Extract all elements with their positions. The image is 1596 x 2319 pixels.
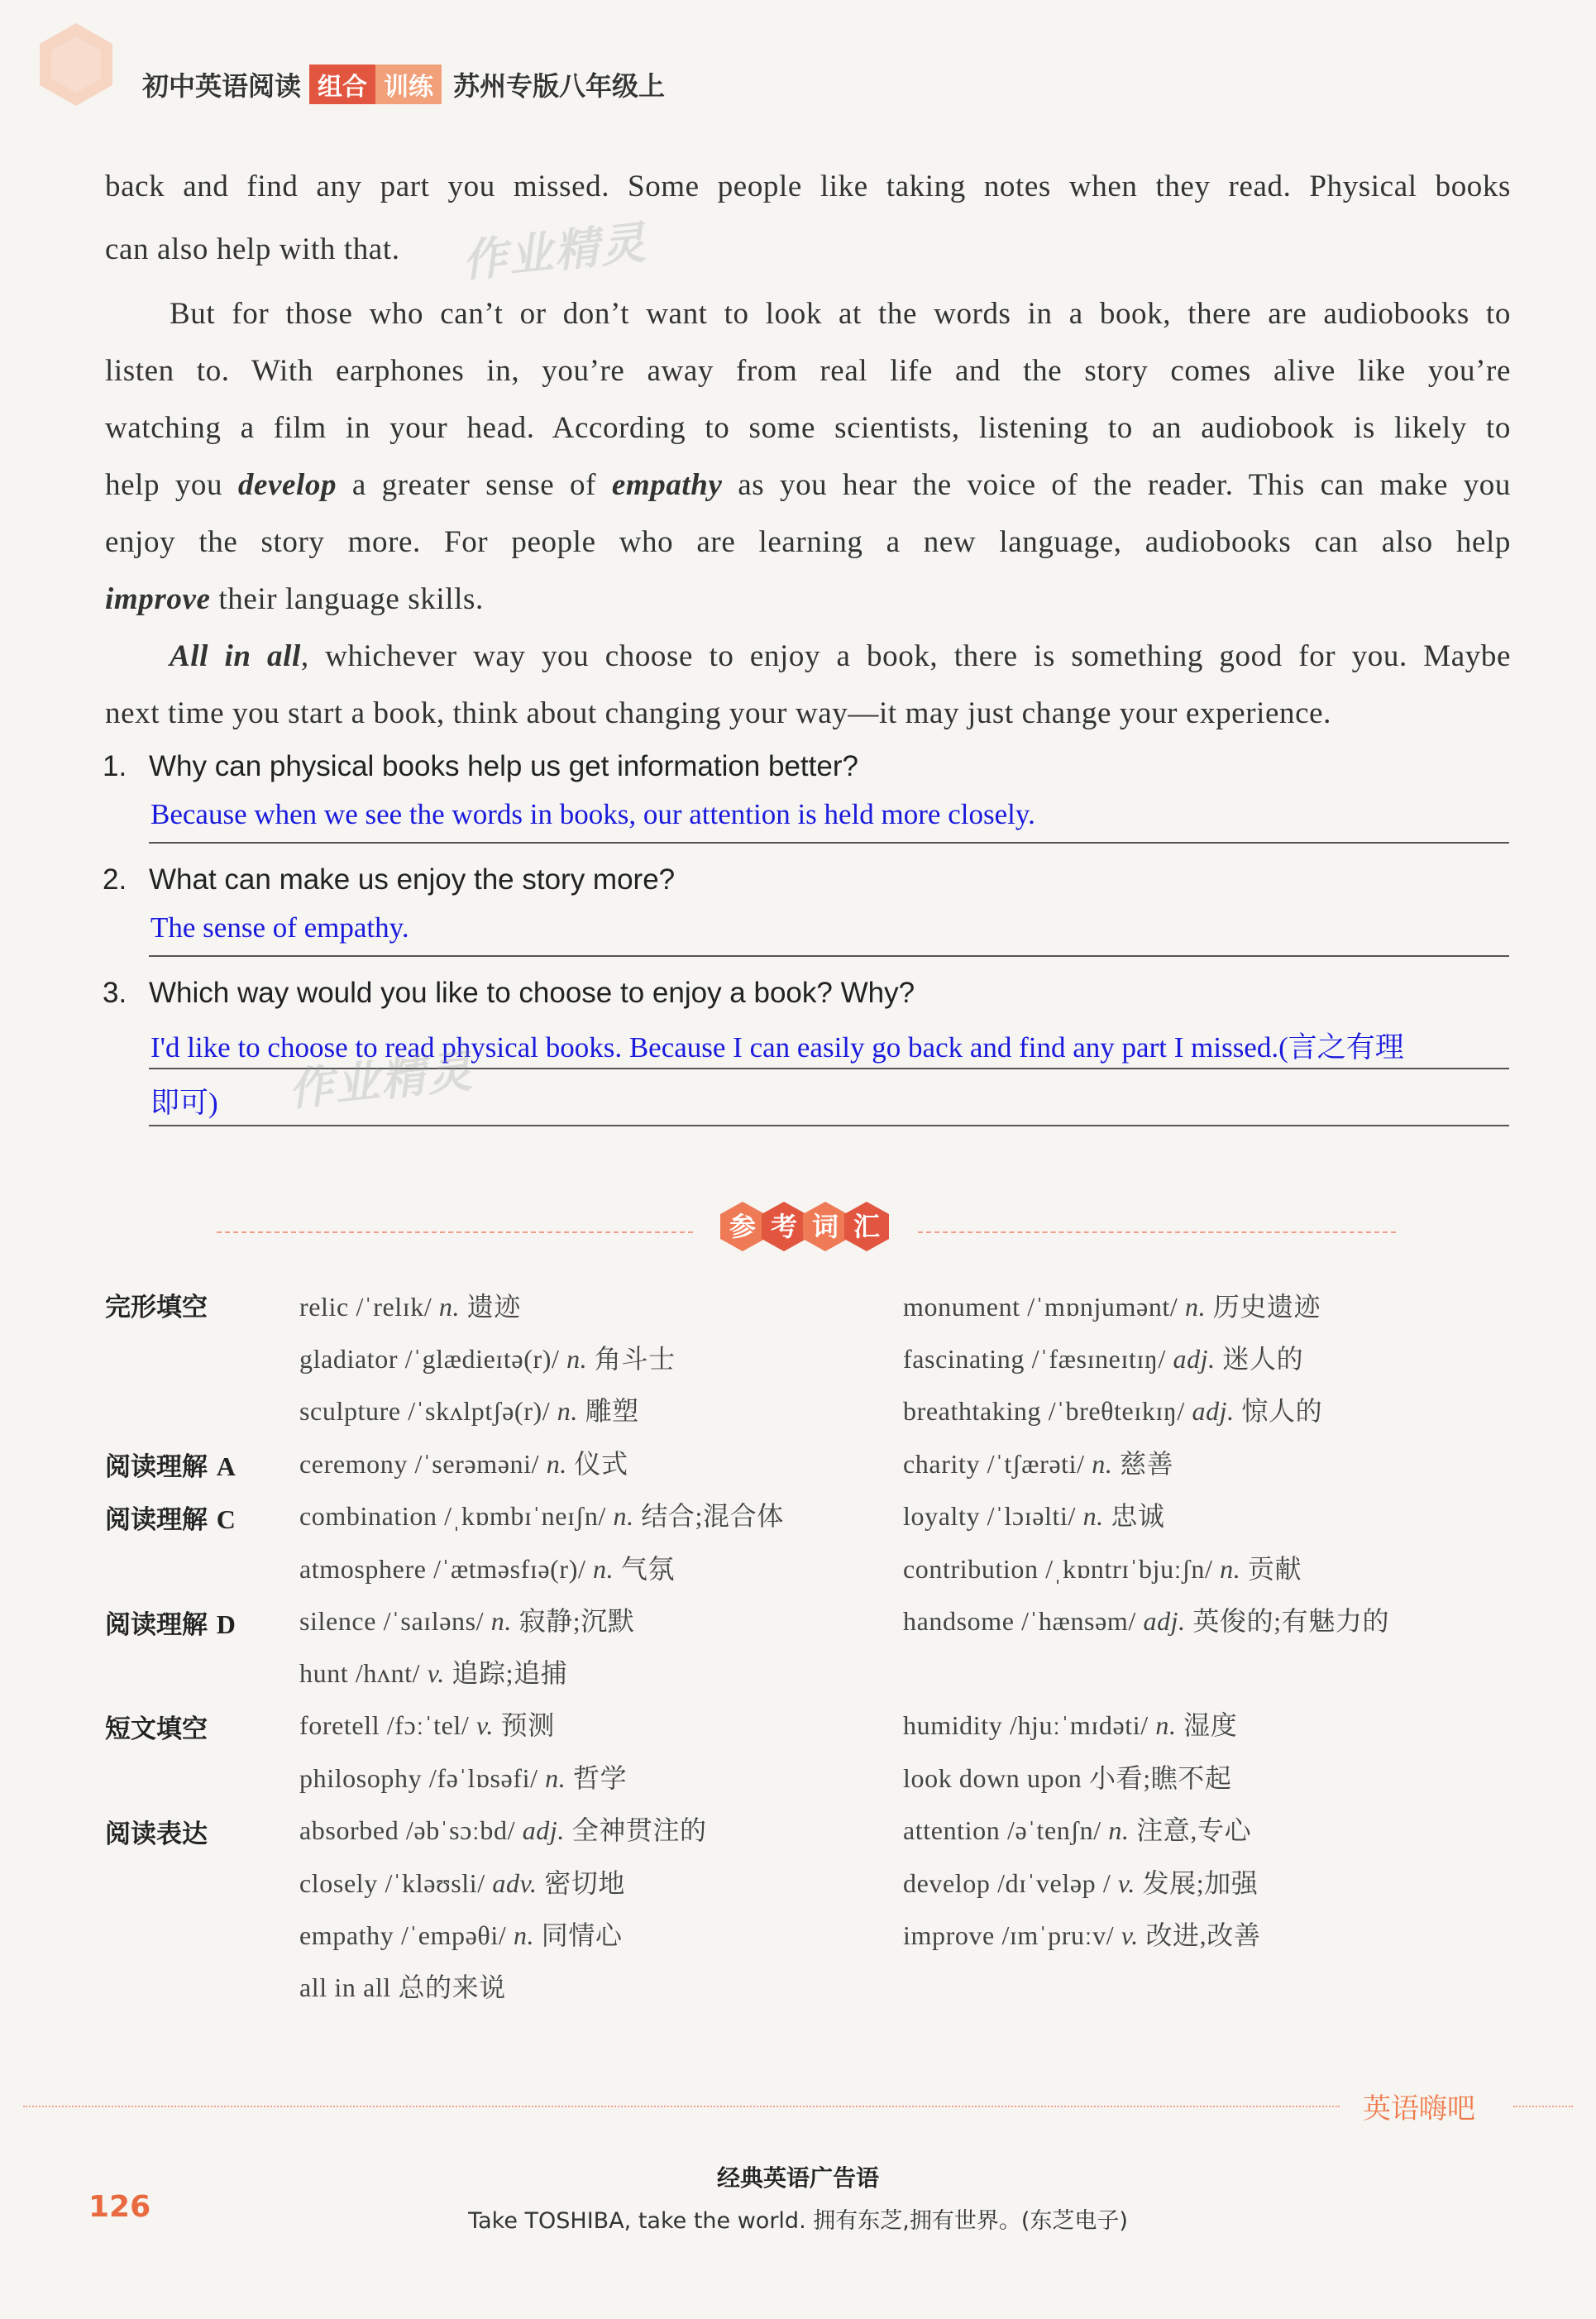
vocab-item: improve /ɪmˈpruːv/ v. 改进,改善 xyxy=(903,1920,1261,1950)
vocab-item: humidity /hjuːˈmɪdəti/ n. 湿度 xyxy=(903,1710,1238,1740)
title-hexagon: 词 xyxy=(802,1201,848,1252)
vocab-item: foretell /fɔːˈtel/ v. 预测 xyxy=(299,1710,555,1740)
category-reading-c: 阅读理解 C xyxy=(105,1504,236,1535)
keyword-all-in-all: All in all xyxy=(170,639,301,673)
footer-divider xyxy=(23,2106,1340,2107)
text-line: All in all, whichever way you choose to enjoy a book, there is something good for you. Maybe xyxy=(170,639,1511,673)
question-text: Why can physical books help us get information better? xyxy=(149,750,858,782)
answer-1: Because when we see the words in books, our attention is held more closely. xyxy=(151,798,1035,830)
title-hexagon: 考 xyxy=(761,1201,807,1252)
vocab-item: silence /ˈsaɪləns/ n. 寂静;沉默 xyxy=(299,1606,635,1636)
series-badge-1: 组合 xyxy=(309,65,375,104)
title-hexagon: 参 xyxy=(719,1201,766,1252)
watermark: 作业精灵 xyxy=(285,1045,476,1116)
question-number: 2. xyxy=(103,863,127,896)
vocab-item: sculpture /ˈskʌlptʃə(r)/ n. 雕塑 xyxy=(299,1396,639,1426)
text-line: back and find any part you missed. Some people like taking notes when they read. Physical books xyxy=(105,170,1511,203)
keyword-improve: improve xyxy=(105,582,211,616)
vocab-item: hunt /hʌnt/ v. 追踪;追捕 xyxy=(299,1658,568,1688)
answer-3-line-2: 即可) xyxy=(151,1087,218,1119)
text-line: listen to. With earphones in, you’re away from real life and the story comes alive like you’re xyxy=(105,354,1511,388)
question-text: Which way would you like to choose to enjoy a book? Why? xyxy=(149,977,915,1009)
vocab-item: loyalty /ˈlɔɪəlti/ n. 忠诚 xyxy=(903,1501,1165,1531)
vocab-item: look down upon 小看;瞧不起 xyxy=(903,1763,1232,1793)
vocab-item: combination /ˌkɒmbɪˈneɪʃn/ n. 结合;混合体 xyxy=(299,1501,784,1531)
title-hexagon: 汇 xyxy=(843,1201,890,1252)
vocab-item: contribution /ˌkɒntrɪˈbjuːʃn/ n. 贡献 xyxy=(903,1554,1302,1584)
category-cloze: 完形填空 xyxy=(105,1293,208,1322)
vocab-item: closely /ˈkləʊsli/ adv. 密切地 xyxy=(299,1868,626,1898)
text-line: help you develop a greater sense of empathy as you hear the voice of the reader. This can make you xyxy=(105,468,1512,502)
vocab-item: ceremony /ˈserəməni/ n. 仪式 xyxy=(299,1449,628,1479)
text-line: can also help with that. xyxy=(105,232,400,266)
footer-tag: 英语嗨吧 xyxy=(1363,2092,1475,2125)
hexagon-logo-icon xyxy=(36,22,116,108)
vocab-item: develop /dɪˈveləp / v. 发展;加强 xyxy=(903,1868,1259,1898)
vocab-item: handsome /ˈhænsəm/ adj. 英俊的;有魅力的 xyxy=(903,1606,1390,1636)
vocab-item: all in all 总的来说 xyxy=(299,1972,506,2002)
vocab-item: atmosphere /ˈætməsfɪə(r)/ n. 气氛 xyxy=(299,1554,676,1584)
category-reading-d: 阅读理解 D xyxy=(105,1609,236,1640)
text-line: But for those who can’t or don’t want to look at the words in a book, there are audiobooks to xyxy=(170,297,1511,331)
category-reading-a: 阅读理解 A xyxy=(105,1451,236,1482)
question-2 xyxy=(103,863,675,897)
text-line: watching a film in your head. According to some scientists, listening to an audiobook is likely to xyxy=(105,411,1511,445)
answer-3-line-1: I'd like to choose to read physical books. Because I can easily go back and find any part I missed.(言之有理 xyxy=(151,1031,1404,1064)
vocab-section-title xyxy=(719,1201,885,1252)
series-badge-2: 训练 xyxy=(375,65,442,104)
question-text: What can make us enjoy the story more? xyxy=(149,863,676,896)
text-line: next time you start a book, think about changing your way—it may just change your experience. xyxy=(105,696,1332,730)
divider-dashed xyxy=(918,1231,1396,1233)
footer-divider xyxy=(1513,2106,1573,2107)
answer-line xyxy=(149,842,1509,844)
book-title: 初中英语阅读 xyxy=(142,70,302,102)
question-1 xyxy=(103,750,858,783)
divider-dashed xyxy=(217,1231,693,1233)
category-gap-fill: 短文填空 xyxy=(105,1714,208,1744)
watermark: 作业精灵 xyxy=(459,216,650,288)
answer-2: The sense of empathy. xyxy=(151,911,409,944)
vocab-item: monument /ˈmɒnjumənt/ n. 历史遗迹 xyxy=(903,1292,1321,1322)
vocab-item: attention /əˈtenʃn/ n. 注意,专心 xyxy=(903,1815,1252,1845)
vocab-item: breathtaking /ˈbreθteɪkɪŋ/ adj. 惊人的 xyxy=(903,1396,1323,1426)
question-3 xyxy=(103,977,915,1010)
text-line: enjoy the story more. For people who are learning a new language, audiobooks can also help xyxy=(105,525,1511,559)
vocab-item: relic /ˈrelɪk/ n. 遗迹 xyxy=(299,1292,521,1322)
running-header xyxy=(142,65,665,104)
category-reading-expression: 阅读表达 xyxy=(105,1819,208,1849)
answer-line xyxy=(149,1125,1509,1126)
edition-label: 苏州专版八年级上 xyxy=(453,70,666,102)
keyword-develop: develop xyxy=(237,468,337,502)
vocab-item: charity /ˈtʃærəti/ n. 慈善 xyxy=(903,1449,1174,1479)
vocab-item: fascinating /ˈfæsɪneɪtɪŋ/ adj. 迷人的 xyxy=(903,1344,1304,1374)
vocab-item: gladiator /ˈglædieɪtə(r)/ n. 角斗士 xyxy=(299,1344,676,1374)
vocab-item: philosophy /fəˈlɒsəfi/ n. 哲学 xyxy=(299,1763,628,1793)
slogan-text: Take TOSHIBA, take the world. 拥有东芝,拥有世界。(东芝电子) xyxy=(468,2208,1128,2234)
question-number: 3. xyxy=(103,977,127,1009)
keyword-empathy: empathy xyxy=(611,468,723,502)
vocab-item: absorbed /əbˈsɔːbd/ adj. 全神贯注的 xyxy=(299,1815,707,1845)
page-number: 126 xyxy=(88,2190,151,2224)
question-number: 1. xyxy=(103,750,127,782)
text-line: improve their language skills. xyxy=(105,582,484,616)
slogan-title: 经典英语广告语 xyxy=(716,2164,879,2192)
vocab-item: empathy /ˈempəθi/ n. 同情心 xyxy=(299,1920,623,1950)
answer-line xyxy=(149,955,1509,957)
